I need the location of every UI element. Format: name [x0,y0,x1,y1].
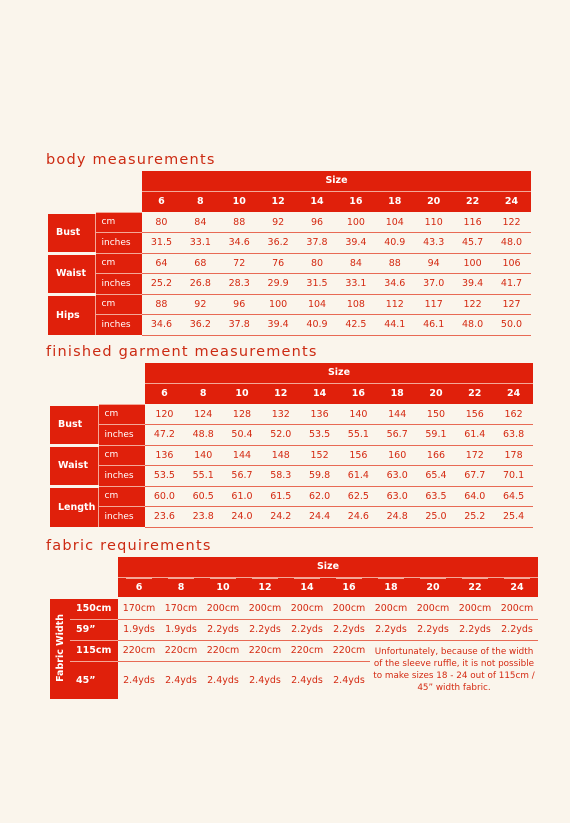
measurement-cell: 104 [298,294,337,315]
fabric-width: 150cm [70,598,118,619]
unit-label: cm [98,445,145,466]
unit-label: inches [98,466,145,487]
fabric-cell: 200cm [496,598,538,619]
measurement-cell: 62.5 [339,486,378,507]
measurement-cell: 160 [378,445,417,466]
measurement-label: Waist [50,445,98,486]
measurement-cell: 31.5 [298,274,337,295]
measurement-cell: 63.5 [417,486,456,507]
measurement-cell: 178 [494,445,533,466]
measurement-cell: 96 [298,212,337,233]
measurement-cell: 70.1 [494,466,533,487]
measurement-cell: 156 [455,404,494,425]
fabric-note: Unfortunately, because of the width of the sleeve ruffle, it is not possible to make sizes 18 - 24 out of 115cm / 45” width fabric. [373,646,535,693]
measurement-cell: 45.7 [453,233,492,254]
fabric-cell: 220cm [244,640,286,661]
unit-label: cm [95,294,142,315]
fabric-cell: 2.2yds [412,619,454,640]
size-col: 20 [414,191,453,212]
measurement-cell: 60.0 [145,486,184,507]
fabric-cell: 2.4yds [291,674,323,686]
measurement-cell: 61.5 [261,486,300,507]
measurement-cell: 88 [142,294,181,315]
size-col: 10 [223,383,262,404]
measurement-cell: 46.1 [414,315,453,336]
measurement-cell: 61.4 [339,466,378,487]
measurement-cell: 80 [142,212,181,233]
measurement-cell: 108 [336,294,375,315]
fabric-cell: 200cm [286,598,328,619]
fabric-cell: 200cm [244,598,286,619]
measurement-cell: 25.4 [494,507,533,528]
unit-label: inches [98,507,145,528]
body-measurements-table [48,171,531,336]
measurement-cell: 68 [181,253,220,274]
fabric-width: 45” [70,661,118,699]
fabric-cell: 1.9yds [118,619,160,640]
measurement-cell: 50.0 [492,315,531,336]
measurement-cell: 94 [414,253,453,274]
size-col: 10 [202,577,244,598]
size-col: 8 [160,577,202,598]
measurement-cell: 144 [378,404,417,425]
fabric-cell: 170cm [160,598,202,619]
fabric-cell: 200cm [202,598,244,619]
measurement-cell: 55.1 [339,425,378,446]
measurement-cell: 64.0 [455,486,494,507]
size-col: 14 [298,191,337,212]
measurement-cell: 67.7 [455,466,494,487]
measurement-cell: 112 [375,294,414,315]
size-col: 6 [142,191,181,212]
fabric-cell: 2.2yds [496,619,538,640]
size-col: 6 [145,383,184,404]
measurement-label: Length [50,486,98,527]
size-col: 18 [378,383,417,404]
size-col: 16 [339,383,378,404]
measurement-cell: 48.0 [492,233,531,254]
measurement-cell: 120 [145,404,184,425]
measurement-cell: 23.8 [184,507,223,528]
measurement-cell: 124 [184,404,223,425]
measurement-cell: 36.2 [181,315,220,336]
measurement-cell: 43.3 [414,233,453,254]
size-col: 24 [494,383,533,404]
fabric-cell: 2.2yds [244,619,286,640]
measurement-label: Waist [48,253,95,294]
size-col: 18 [375,191,414,212]
measurement-cell: 100 [259,294,298,315]
measurement-cell: 55.1 [184,466,223,487]
measurement-cell: 63.0 [378,466,417,487]
measurement-cell: 64.5 [494,486,533,507]
measurement-cell: 24.8 [378,507,417,528]
measurement-cell: 24.0 [223,507,262,528]
measurement-cell: 148 [261,445,300,466]
measurement-cell: 60.5 [184,486,223,507]
fabric-requirements-table [50,557,538,699]
measurement-cell: 25.2 [455,507,494,528]
measurement-cell: 34.6 [142,315,181,336]
fabric-cell: 2.2yds [202,619,244,640]
fabric-width: 115cm [70,640,118,661]
size-col: 24 [496,577,538,598]
fabric-cell: 170cm [118,598,160,619]
garment-measurements-title: finished garment measurements [46,344,318,360]
fabric-cell: 220cm [328,640,370,661]
size-col: 12 [261,383,300,404]
measurement-cell: 53.5 [300,425,339,446]
measurement-cell: 40.9 [375,233,414,254]
size-col: 16 [336,191,375,212]
measurement-cell: 63.0 [378,486,417,507]
measurement-cell: 39.4 [453,274,492,295]
fabric-cell: 2.4yds [123,674,155,686]
measurement-cell: 40.9 [298,315,337,336]
measurement-cell: 150 [417,404,456,425]
fabric-cell: 1.9yds [160,619,202,640]
fabric-width: 59” [70,619,118,640]
size-header: Size [118,557,538,577]
size-col: 8 [181,191,220,212]
body-rows [48,212,531,335]
measurement-cell: 88 [375,253,414,274]
measurement-cell: 25.2 [142,274,181,295]
body-measurements-title: body measurements [46,152,216,168]
measurement-cell: 56.7 [378,425,417,446]
measurement-label: Bust [48,212,95,253]
size-col: 12 [259,191,298,212]
measurement-cell: 58.3 [261,466,300,487]
size-col: 22 [455,383,494,404]
size-col: 12 [244,577,286,598]
measurement-cell: 61.4 [455,425,494,446]
size-col: 8 [184,383,223,404]
measurement-cell: 92 [181,294,220,315]
unit-label: cm [95,212,142,233]
size-col: 22 [454,577,496,598]
measurement-cell: 48.8 [184,425,223,446]
size-col: 16 [328,577,370,598]
measurement-cell: 152 [300,445,339,466]
size-col: 14 [300,383,339,404]
measurement-cell: 136 [300,404,339,425]
measurement-cell: 39.4 [259,315,298,336]
measurement-cell: 61.0 [223,486,262,507]
measurement-cell: 122 [492,212,531,233]
measurement-cell: 64 [142,253,181,274]
measurement-cell: 53.5 [145,466,184,487]
unit-label: inches [95,233,142,254]
measurement-cell: 42.5 [336,315,375,336]
measurement-cell: 116 [453,212,492,233]
size-col: 18 [370,577,412,598]
measurement-cell: 47.2 [145,425,184,446]
fabric-cell: 2.4yds [333,674,365,686]
size-col: 20 [417,383,456,404]
fabric-cell: 2.4yds [165,674,197,686]
measurement-cell: 33.1 [181,233,220,254]
unit-label: inches [95,274,142,295]
measurement-cell: 36.2 [259,233,298,254]
measurement-cell: 24.2 [261,507,300,528]
unit-label: cm [98,486,145,507]
measurement-cell: 23.6 [145,507,184,528]
measurement-cell: 37.8 [298,233,337,254]
measurement-cell: 37.8 [220,315,259,336]
measurement-cell: 62.0 [300,486,339,507]
fabric-cell: 2.2yds [370,619,412,640]
fabric-cell: 220cm [160,640,202,661]
size-header: Size [145,363,533,383]
fabric-cell: 2.2yds [286,619,328,640]
measurement-cell: 50.4 [223,425,262,446]
measurement-cell: 33.1 [336,274,375,295]
fabric-cell: 200cm [454,598,496,619]
measurement-cell: 26.8 [181,274,220,295]
measurement-cell: 88 [220,212,259,233]
measurement-cell: 132 [261,404,300,425]
measurement-cell: 166 [417,445,456,466]
fabric-cell: 2.2yds [454,619,496,640]
measurement-cell: 140 [339,404,378,425]
fabric-width-label: Fabric Width [54,613,66,682]
measurement-cell: 72 [220,253,259,274]
size-col: 10 [220,191,259,212]
size-header: Size [142,171,531,191]
measurement-cell: 144 [223,445,262,466]
measurement-cell: 37.0 [414,274,453,295]
measurement-cell: 65.4 [417,466,456,487]
measurement-cell: 92 [259,212,298,233]
measurement-cell: 106 [492,253,531,274]
garment-rows [50,404,533,527]
measurement-cell: 117 [414,294,453,315]
measurement-cell: 96 [220,294,259,315]
measurement-cell: 24.6 [339,507,378,528]
measurement-cell: 52.0 [261,425,300,446]
unit-label: inches [98,425,145,446]
fabric-requirements-title: fabric requirements [46,538,212,554]
measurement-cell: 31.5 [142,233,181,254]
measurement-cell: 84 [181,212,220,233]
measurement-cell: 156 [339,445,378,466]
measurement-cell: 140 [184,445,223,466]
fabric-cell: 200cm [412,598,454,619]
fabric-cell: 2.4yds [207,674,239,686]
fabric-cell: 2.2yds [328,619,370,640]
measurement-cell: 25.0 [417,507,456,528]
unit-label: cm [98,404,145,425]
measurement-cell: 162 [494,404,533,425]
measurement-cell: 24.4 [300,507,339,528]
measurement-cell: 39.4 [336,233,375,254]
measurement-label: Hips [48,294,95,335]
fabric-cell: 200cm [370,598,412,619]
measurement-cell: 76 [259,253,298,274]
size-col: 20 [412,577,454,598]
measurement-cell: 44.1 [375,315,414,336]
measurement-cell: 48.0 [453,315,492,336]
measurement-cell: 104 [375,212,414,233]
measurement-cell: 29.9 [259,274,298,295]
measurement-cell: 59.8 [300,466,339,487]
measurement-cell: 172 [455,445,494,466]
unit-label: cm [95,253,142,274]
measurement-cell: 100 [453,253,492,274]
measurement-cell: 59.1 [417,425,456,446]
measurement-cell: 34.6 [375,274,414,295]
size-col: 22 [453,191,492,212]
fabric-cell: 220cm [286,640,328,661]
size-col: 14 [286,577,328,598]
fabric-cell: 200cm [328,598,370,619]
measurement-cell: 122 [453,294,492,315]
measurement-cell: 34.6 [220,233,259,254]
unit-label: inches [95,315,142,336]
measurement-cell: 128 [223,404,262,425]
measurement-cell: 84 [336,253,375,274]
size-col: 24 [492,191,531,212]
measurement-cell: 28.3 [220,274,259,295]
fabric-width-label-cell [50,598,70,699]
measurement-cell: 41.7 [492,274,531,295]
fabric-cell: 220cm [202,640,244,661]
measurement-cell: 63.8 [494,425,533,446]
measurement-cell: 110 [414,212,453,233]
measurement-cell: 136 [145,445,184,466]
measurement-cell: 80 [298,253,337,274]
measurement-label: Bust [50,404,98,445]
garment-measurements-table [50,363,533,528]
measurement-cell: 127 [492,294,531,315]
fabric-cell: 2.4yds [249,674,281,686]
measurement-cell: 100 [336,212,375,233]
fabric-cell: 220cm [118,640,160,661]
measurement-cell: 56.7 [223,466,262,487]
size-col: 6 [118,577,160,598]
